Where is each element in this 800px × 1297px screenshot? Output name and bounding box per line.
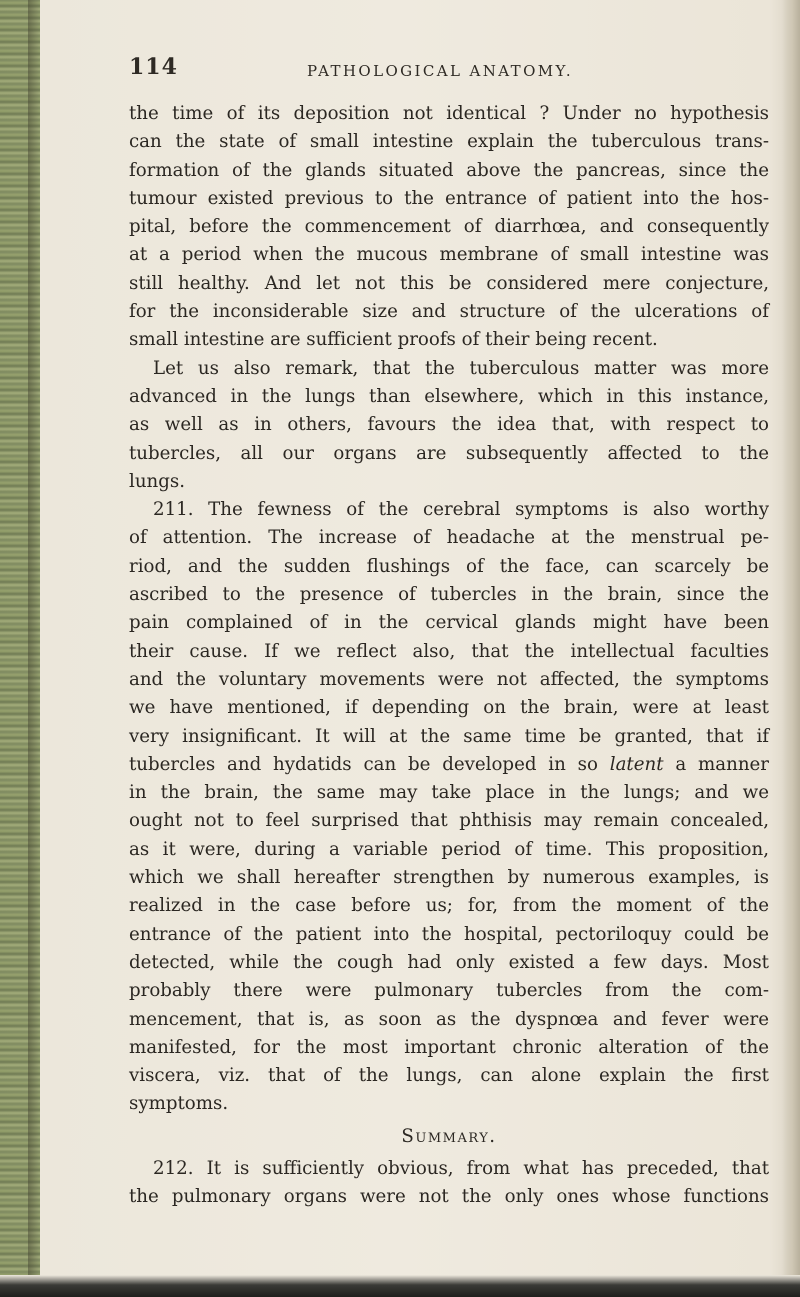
- text-line: viscera, viz. that of the lungs, can alone explain the first: [129, 1065, 769, 1087]
- text-line: realized in the case before us; for, from the moment of the: [129, 895, 769, 917]
- page-edge-shadow: [782, 0, 800, 1297]
- page-bottom-edge: [0, 1275, 800, 1297]
- text-line: the pulmonary organs were not the only ones whose functions: [129, 1185, 769, 1207]
- text-line: for the inconsiderable size and structure of the ulcerations of: [129, 301, 769, 323]
- text-line: pain complained of in the cervical glands might have been: [129, 612, 769, 634]
- text-line: riod, and the sudden flushings of the face, can scarcely be: [129, 555, 769, 577]
- body-text: [129, 100, 769, 1211]
- text-line: small intestine are sufficient proofs of their being recent.: [129, 329, 658, 351]
- text-line: in the brain, the same may take place in the lungs; and we: [129, 782, 769, 804]
- text-line: tumour existed previous to the entrance of patient into the hos-: [129, 187, 769, 209]
- text-line: tubercles, all our organs are subsequently affected to the: [129, 442, 769, 464]
- text-line: ascribed to the presence of tubercles in the brain, since the: [129, 584, 769, 606]
- text-line: symptoms.: [129, 1093, 229, 1115]
- text-line: 211. The fewness of the cerebral symptoms is also worthy: [153, 499, 769, 521]
- text-line: entrance of the patient into the hospital, pectoriloquy could be: [129, 923, 769, 945]
- text-line: at a period when the mucous membrane of small intestine was: [129, 244, 769, 266]
- text-line: which we shall hereafter strengthen by numerous examples, is: [129, 867, 769, 889]
- text-fragment: a manner: [675, 753, 769, 775]
- text-line: pital, before the commencement of diarrhœa, and consequently: [129, 216, 769, 238]
- text-line: as well as in others, favours the idea that, with respect to: [129, 414, 769, 436]
- text-line: we have mentioned, if depending on the brain, were at least: [129, 697, 769, 719]
- text-line: 212. It is sufficiently obvious, from what has preceded, that: [153, 1157, 769, 1179]
- binding-gutter: [0, 0, 40, 1297]
- page-number: 114: [129, 54, 178, 80]
- text-line-with-italic: [129, 751, 769, 779]
- section-heading-summary: Summary.: [401, 1125, 497, 1147]
- text-line: manifested, for the most important chronic alteration of the: [129, 1036, 769, 1058]
- text-line: detected, while the cough had only existed a few days. Most: [129, 951, 769, 973]
- text-line: advanced in the lungs than elsewhere, which in this instance,: [129, 385, 769, 407]
- text-line: their cause. If we reflect also, that the intellectual faculties: [129, 640, 769, 662]
- text-line: can the state of small intestine explain the tuberculous trans-: [129, 131, 769, 153]
- text-line: lungs.: [129, 470, 186, 492]
- text-fragment: tubercles and hydatids can be developed in so: [129, 753, 598, 775]
- text-line: and the voluntary movements were not affected, the symptoms: [129, 668, 769, 690]
- text-line: formation of the glands situated above the pancreas, since the: [129, 159, 769, 181]
- text-line: mencement, that is, as soon as the dyspnœa and fever were: [129, 1008, 769, 1030]
- text-line: the time of its deposition not identical ? Under no hypothesis: [129, 103, 769, 124]
- text-line: of attention. The increase of headache at the menstrual pe-: [129, 527, 769, 549]
- text-line: probably there were pulmonary tubercles from the com-: [129, 980, 769, 1002]
- text-line: ought not to feel surprised that phthisis may remain concealed,: [129, 810, 769, 832]
- running-head: PATHOLOGICAL ANATOMY.: [307, 62, 574, 80]
- page-header: [129, 54, 769, 84]
- text-line: Let us also remark, that the tuberculous matter was more: [153, 357, 769, 379]
- text-line: very insignificant. It will at the same time be granted, that if: [129, 725, 769, 747]
- italic-word: latent: [609, 753, 664, 775]
- text-line: still healthy. And let not this be considered mere conjecture,: [129, 272, 769, 294]
- text-line: as it were, during a variable period of time. This proposition,: [129, 838, 769, 860]
